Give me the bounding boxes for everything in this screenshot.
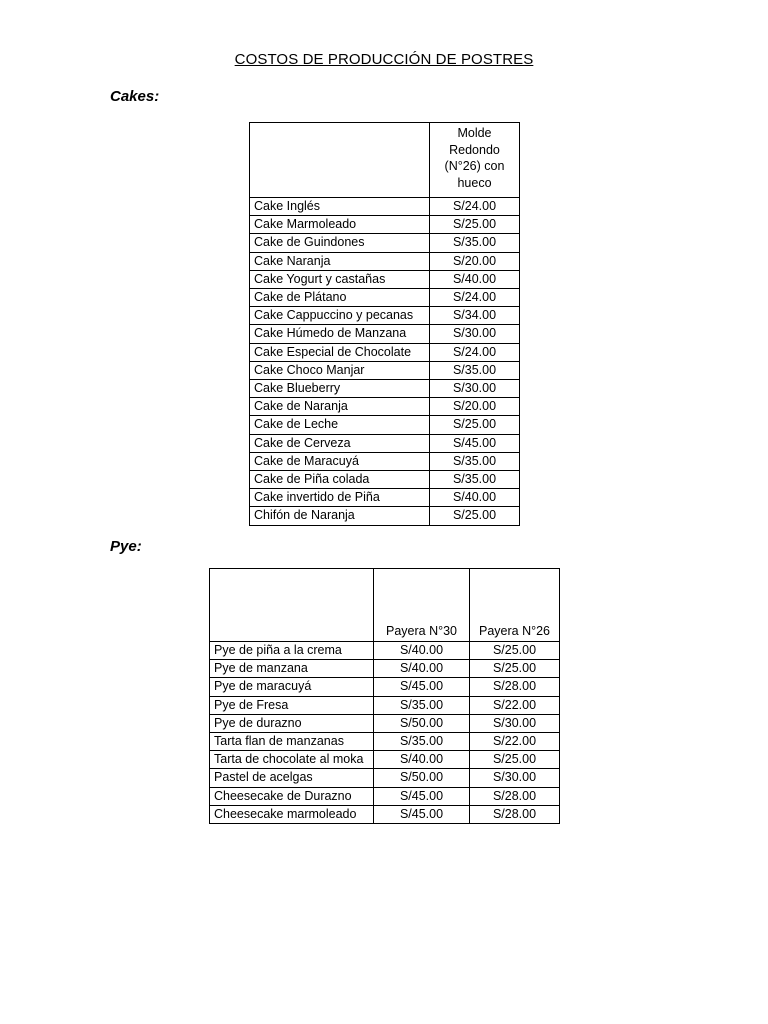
cakes-header-row (250, 123, 520, 198)
cake-name-cell: Cake Inglés (250, 198, 430, 216)
cake-name-cell: Cake Marmoleado (250, 216, 430, 234)
pye-price-30-cell: S/50.00 (374, 769, 470, 787)
table-row (210, 660, 560, 678)
cake-name-cell: Cake Yogurt y castañas (250, 270, 430, 288)
pye-name-cell: Tarta flan de manzanas (210, 733, 374, 751)
pye-price-table (209, 568, 560, 824)
cake-price-cell: S/45.00 (430, 434, 520, 452)
pye-price-26-cell: S/25.00 (470, 642, 560, 660)
pye-price-30-cell: S/35.00 (374, 733, 470, 751)
pye-name-cell: Pye de piña a la crema (210, 642, 374, 660)
cake-price-cell: S/40.00 (430, 489, 520, 507)
cake-price-cell: S/24.00 (430, 289, 520, 307)
cake-name-cell: Cake Blueberry (250, 380, 430, 398)
table-row (210, 751, 560, 769)
table-row (250, 289, 520, 307)
pye-price-26-cell: S/25.00 (470, 660, 560, 678)
pye-price-30-cell: S/50.00 (374, 714, 470, 732)
table-row (250, 416, 520, 434)
pye-header-row (210, 569, 560, 642)
pye-name-cell: Pye de manzana (210, 660, 374, 678)
pye-price-30-cell: S/45.00 (374, 805, 470, 823)
pye-price-26-cell: S/28.00 (470, 805, 560, 823)
cake-price-cell: S/20.00 (430, 398, 520, 416)
table-row (210, 787, 560, 805)
pye-price-26-cell: S/30.00 (470, 769, 560, 787)
cake-name-cell: Chifón de Naranja (250, 507, 430, 525)
pye-price-26-cell: S/28.00 (470, 678, 560, 696)
cake-price-cell: S/40.00 (430, 270, 520, 288)
table-row (210, 678, 560, 696)
pye-column-header-26: Payera N°26 (470, 569, 560, 642)
cake-price-cell: S/24.00 (430, 198, 520, 216)
table-row (210, 696, 560, 714)
table-row (210, 733, 560, 751)
pye-price-30-cell: S/40.00 (374, 660, 470, 678)
cake-price-cell: S/35.00 (430, 234, 520, 252)
cake-name-cell: Cake de Cerveza (250, 434, 430, 452)
cakes-column-header: Molde Redondo (N°26) con hueco (430, 123, 520, 198)
table-row (250, 471, 520, 489)
table-row (210, 714, 560, 732)
table-row (250, 380, 520, 398)
table-row (250, 270, 520, 288)
table-row (250, 507, 520, 525)
pye-header-blank (210, 569, 374, 642)
table-row (210, 805, 560, 823)
pye-price-30-cell: S/45.00 (374, 678, 470, 696)
cake-name-cell: Cake invertido de Piña (250, 489, 430, 507)
table-row (250, 434, 520, 452)
pye-price-26-cell: S/28.00 (470, 787, 560, 805)
table-row (250, 252, 520, 270)
cake-name-cell: Cake Cappuccino y pecanas (250, 307, 430, 325)
cake-price-cell: S/24.00 (430, 343, 520, 361)
pye-name-cell: Pastel de acelgas (210, 769, 374, 787)
pye-price-26-cell: S/22.00 (470, 733, 560, 751)
cake-price-cell: S/30.00 (430, 380, 520, 398)
pye-name-cell: Tarta de chocolate al moka (210, 751, 374, 769)
cake-name-cell: Cake de Maracuyá (250, 452, 430, 470)
cake-name-cell: Cake de Piña colada (250, 471, 430, 489)
table-row (250, 307, 520, 325)
pye-name-cell: Cheesecake marmoleado (210, 805, 374, 823)
cake-name-cell: Cake Choco Manjar (250, 361, 430, 379)
pye-name-cell: Pye de maracuyá (210, 678, 374, 696)
document-title: COSTOS DE PRODUCCIÓN DE POSTRES (234, 51, 534, 68)
pye-price-30-cell: S/40.00 (374, 751, 470, 769)
table-row (210, 642, 560, 660)
table-row (210, 769, 560, 787)
cakes-section-heading: Cakes: (110, 88, 160, 105)
cake-price-cell: S/35.00 (430, 361, 520, 379)
pye-price-30-cell: S/40.00 (374, 642, 470, 660)
pye-price-26-cell: S/30.00 (470, 714, 560, 732)
pye-name-cell: Cheesecake de Durazno (210, 787, 374, 805)
cakes-header-blank (250, 123, 430, 198)
cake-name-cell: Cake de Naranja (250, 398, 430, 416)
table-row (250, 452, 520, 470)
cake-name-cell: Cake de Plátano (250, 289, 430, 307)
pye-price-26-cell: S/25.00 (470, 751, 560, 769)
cake-price-cell: S/25.00 (430, 216, 520, 234)
cake-price-cell: S/34.00 (430, 307, 520, 325)
table-row (250, 489, 520, 507)
table-row (250, 343, 520, 361)
cake-price-cell: S/30.00 (430, 325, 520, 343)
cake-price-cell: S/25.00 (430, 507, 520, 525)
cake-price-cell: S/35.00 (430, 452, 520, 470)
pye-table-body (210, 642, 560, 824)
pye-section-heading: Pye: (110, 538, 142, 555)
table-row (250, 198, 520, 216)
table-row (250, 216, 520, 234)
pye-price-30-cell: S/45.00 (374, 787, 470, 805)
cake-name-cell: Cake Húmedo de Manzana (250, 325, 430, 343)
table-row (250, 398, 520, 416)
table-row (250, 234, 520, 252)
table-row (250, 325, 520, 343)
cake-name-cell: Cake de Guindones (250, 234, 430, 252)
pye-name-cell: Pye de durazno (210, 714, 374, 732)
pye-name-cell: Pye de Fresa (210, 696, 374, 714)
cake-name-cell: Cake de Leche (250, 416, 430, 434)
cake-price-cell: S/20.00 (430, 252, 520, 270)
pye-price-26-cell: S/22.00 (470, 696, 560, 714)
pye-column-header-30: Payera N°30 (374, 569, 470, 642)
cake-price-cell: S/35.00 (430, 471, 520, 489)
table-row (250, 361, 520, 379)
cake-price-cell: S/25.00 (430, 416, 520, 434)
cakes-table-body (250, 198, 520, 526)
pye-price-30-cell: S/35.00 (374, 696, 470, 714)
cake-name-cell: Cake Naranja (250, 252, 430, 270)
cakes-price-table (249, 122, 520, 526)
cake-name-cell: Cake Especial de Chocolate (250, 343, 430, 361)
